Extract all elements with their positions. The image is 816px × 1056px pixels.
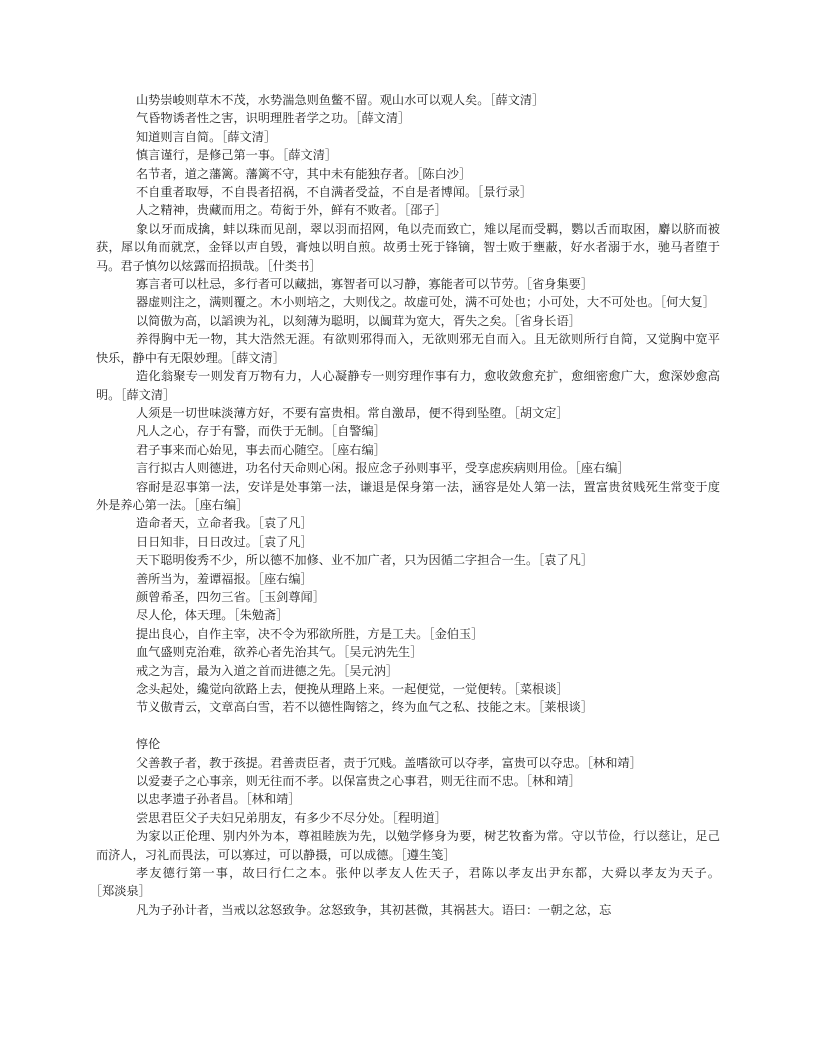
source-attribution: ［座右编］ bbox=[257, 571, 313, 586]
source-attribution: ［郑淡泉］ bbox=[96, 884, 151, 899]
quote-text: 戒之为言，最为入道之首而进德之先。 bbox=[136, 663, 344, 678]
source-attribution: ［吴元汭］ bbox=[343, 663, 399, 678]
source-attribution: ［何大复］ bbox=[660, 295, 715, 310]
source-attribution: ［自警编］ bbox=[331, 424, 386, 439]
source-attribution: ［莱根谈］ bbox=[538, 700, 594, 715]
quote-paragraph bbox=[96, 109, 720, 127]
quote-paragraph bbox=[96, 588, 720, 606]
quote-paragraph bbox=[96, 91, 720, 109]
source-attribution: ［袁了凡］ bbox=[257, 534, 313, 549]
quote-paragraph bbox=[96, 146, 720, 164]
source-attribution: ［朱勉斋］ bbox=[233, 608, 289, 623]
quote-text: 人须是一切世味淡薄方好，不要有富贵相。常自激昂，便不得到坠堕。 bbox=[136, 405, 514, 420]
quote-paragraph bbox=[96, 533, 720, 551]
source-attribution: ［林和靖］ bbox=[245, 792, 301, 807]
quote-text: 凡为子孙计者，当戒以忿怒致争。忿怒致争，其初甚微，其祸甚大。语曰：一朝之忿，忘 bbox=[136, 902, 612, 917]
quote-text: 器虚则注之，满则覆之。木小则培之，大则伐之。故虚可处，满不可处也；小可处，大不可处也。 bbox=[136, 295, 661, 310]
quote-text: 造化翁聚专一则发育万物有力，人心凝静专一则穷理作事有力，愈收敛愈充扩，愈细密愈广大，愈深妙愈高明。 bbox=[96, 369, 720, 402]
quote-text: 天下聪明俊秀不少，所以德不加修、业不加广者，只为因循二字担合一生。 bbox=[136, 553, 539, 568]
quote-text: 气昏物诱者性之害，识明理胜者学之功。 bbox=[136, 111, 356, 126]
source-attribution: ［林和靖］ bbox=[586, 755, 642, 770]
source-attribution: ［薛文清］ bbox=[230, 350, 285, 365]
quote-text: 以简傲为高，以謟谀为礼，以刻薄为聪明，以阘茸为宽大，胥失之矣。 bbox=[136, 313, 514, 328]
quote-paragraph bbox=[96, 367, 720, 404]
source-attribution: ［座右编］ bbox=[193, 497, 249, 512]
quote-text: 养得胸中无一物，其大浩然无涯。有欲则邪得而入，无欲则邪无自而入。且无欲则所行自简，又觉胸中宽平快乐，静中有无限妙理。 bbox=[96, 332, 720, 365]
quote-text: 山势崇峻则草木不茂，水势湍急则鱼鳖不留。观山水可以观人矣。 bbox=[136, 93, 490, 107]
quote-text: 造命者天，立命者我。 bbox=[136, 516, 258, 531]
source-attribution: ［景行录］ bbox=[477, 185, 533, 200]
quote-text: 父善教子者，教于孩提。君善责臣者，责于冗贱。盖嗜欲可以夺孝，富贵可以夺忠。 bbox=[136, 755, 587, 770]
quote-text: 念头起处，纔觉向欲路上去，便挽从理路上来。一起便觉，一觉便转。 bbox=[136, 682, 514, 696]
quote-paragraph bbox=[96, 441, 720, 459]
quote-paragraph bbox=[96, 330, 720, 367]
source-attribution: ［玉剑尊闻］ bbox=[257, 589, 325, 604]
source-attribution: ［程明道］ bbox=[391, 810, 447, 825]
quote-text: 日日知非，日日改过。 bbox=[136, 534, 258, 549]
quote-paragraph bbox=[96, 643, 720, 661]
source-attribution: ［省身长语］ bbox=[513, 313, 581, 328]
quote-paragraph bbox=[96, 625, 720, 643]
source-attribution: ［省身集要］ bbox=[526, 277, 594, 292]
quote-paragraph bbox=[96, 754, 720, 772]
source-attribution: ［薛文清］ bbox=[120, 387, 176, 402]
text-block bbox=[96, 91, 720, 919]
quote-paragraph bbox=[96, 312, 720, 330]
quote-text: 凡人之心，存于有警，而佚于无制。 bbox=[136, 424, 331, 439]
source-attribution: ［薛文清］ bbox=[221, 129, 277, 144]
quote-paragraph bbox=[96, 680, 720, 698]
quote-paragraph bbox=[96, 662, 720, 680]
quote-paragraph bbox=[96, 165, 720, 183]
quote-paragraph bbox=[96, 183, 720, 201]
quote-paragraph bbox=[96, 551, 720, 569]
quote-text: 尝思君臣父子夫妇兄弟朋友，有多少不尽分处。 bbox=[136, 810, 392, 825]
quote-paragraph bbox=[96, 275, 720, 293]
quote-paragraph bbox=[96, 514, 720, 532]
section bbox=[96, 91, 720, 717]
source-attribution: ［座右编］ bbox=[331, 442, 386, 457]
source-attribution: ［薛文清］ bbox=[489, 93, 545, 107]
quote-text: 孝友德行第一事，故曰行仁之本。张仲以孝友人佐天子，君陈以孝友出尹东都，大舜以孝友为天子。 bbox=[136, 866, 720, 881]
section-heading: 惇伦 bbox=[136, 737, 161, 752]
quote-text: 尽人伦，体天理。 bbox=[136, 608, 234, 623]
quote-paragraph bbox=[96, 772, 720, 790]
quote-paragraph bbox=[96, 606, 720, 624]
quote-paragraph bbox=[96, 809, 720, 827]
source-attribution: ［什类书］ bbox=[266, 258, 322, 273]
quote-text: 象以牙而成擒，蚌以珠而见剖，翠以羽而招网，龟以壳而致亡，雉以尾而受羁，鹦以舌而取困，麝以脐而被获，犀以角而就烹，金铎以声自毁，膏烛以明自煎。故勇士死于锋镝，智士败于壅蔽，好水者溺于水，驰马者堕于马。君子慎勿以炫露而招损哉。 bbox=[96, 221, 720, 273]
quote-paragraph bbox=[96, 790, 720, 808]
quote-text: 血气盛则克治难，欲养心者先治其气。 bbox=[136, 645, 344, 660]
quote-text: 颜曾希圣，四勿三省。 bbox=[136, 589, 258, 604]
source-attribution: ［薛文清］ bbox=[355, 111, 411, 126]
quote-paragraph bbox=[96, 128, 720, 146]
quote-paragraph bbox=[96, 459, 720, 477]
quote-text: 为家以正伦理、别内外为本，尊祖睦族为先，以勉学修身为要，树艺牧畜为常。守以节俭，行以慈让，足己而济人，习礼而畏法，可以寡过，可以静摄，可以成德。 bbox=[96, 829, 720, 862]
quote-paragraph bbox=[96, 478, 720, 515]
quote-text: 提出良心，自作主宰，决不令为邪欲所胜，方是工夫。 bbox=[136, 626, 429, 641]
quote-paragraph bbox=[96, 827, 720, 864]
quote-paragraph bbox=[96, 901, 720, 919]
quote-text: 善所当为，羞谭福报。 bbox=[136, 571, 258, 586]
quote-text: 节义傲青云，文章高白雪，若不以德性陶镕之，终为血气之私、技能之末。 bbox=[136, 700, 539, 715]
source-attribution: ［胡文定］ bbox=[513, 405, 569, 420]
quote-text: 容耐是忍事第一法，安详是处事第一法，谦退是保身第一法，涵容是处人第一法，置富贵贫贱死生常变于度外是养心第一法。 bbox=[96, 479, 720, 512]
source-attribution: ［林和靖］ bbox=[526, 774, 581, 789]
source-attribution: ［座右编］ bbox=[574, 461, 630, 476]
source-attribution: ［菜根谈］ bbox=[513, 682, 569, 696]
source-attribution: ［袁了凡］ bbox=[538, 553, 594, 568]
quote-text: 不自重者取辱，不自畏者招祸，不自满者受益，不自是者博闻。 bbox=[136, 185, 478, 200]
source-attribution: ［薛文清］ bbox=[282, 148, 338, 163]
quote-paragraph bbox=[96, 422, 720, 440]
quote-paragraph bbox=[96, 570, 720, 588]
quote-paragraph bbox=[96, 698, 720, 716]
quote-text: 以忠孝遗子孙者昌。 bbox=[136, 792, 246, 807]
source-attribution: ［吴元汭先生］ bbox=[343, 645, 423, 660]
quote-paragraph bbox=[96, 220, 720, 275]
quote-text: 寡言者可以杜忌，多行者可以藏拙，寡智者可以习静，寡能者可以节劳。 bbox=[136, 277, 526, 292]
quote-paragraph bbox=[96, 864, 720, 901]
quote-text: 以爱妻子之心事亲，则无往而不孝。以保富贵之心事君，则无往而不忠。 bbox=[136, 774, 526, 789]
quote-text: 君子事来而心始见，事去而心随空。 bbox=[136, 442, 331, 457]
quote-text: 名节者，道之藩篱。藩篱不守，其中未有能独存者。 bbox=[136, 166, 417, 181]
source-attribution: ［袁了凡］ bbox=[257, 516, 313, 531]
quote-text: 慎言谨行，是修己第一事。 bbox=[136, 148, 283, 163]
section bbox=[96, 735, 720, 919]
quote-text: 言行拟古人则德进，功名付天命则心闲。报应念子孙则事平，受享虑疾病则用俭。 bbox=[136, 461, 575, 476]
quote-text: 知道则言自简。 bbox=[136, 129, 222, 144]
quote-paragraph bbox=[96, 293, 720, 311]
source-attribution: ［金伯玉］ bbox=[428, 626, 484, 641]
quote-paragraph bbox=[96, 201, 720, 219]
quote-text: 人之精神，贵藏而用之。苟衒于外，鲜有不败者。 bbox=[136, 203, 405, 218]
source-attribution: ［陈白沙］ bbox=[416, 166, 472, 181]
source-attribution: ［邵子］ bbox=[404, 203, 447, 218]
source-attribution: ［遵生笺］ bbox=[400, 847, 456, 862]
quote-paragraph bbox=[96, 404, 720, 422]
